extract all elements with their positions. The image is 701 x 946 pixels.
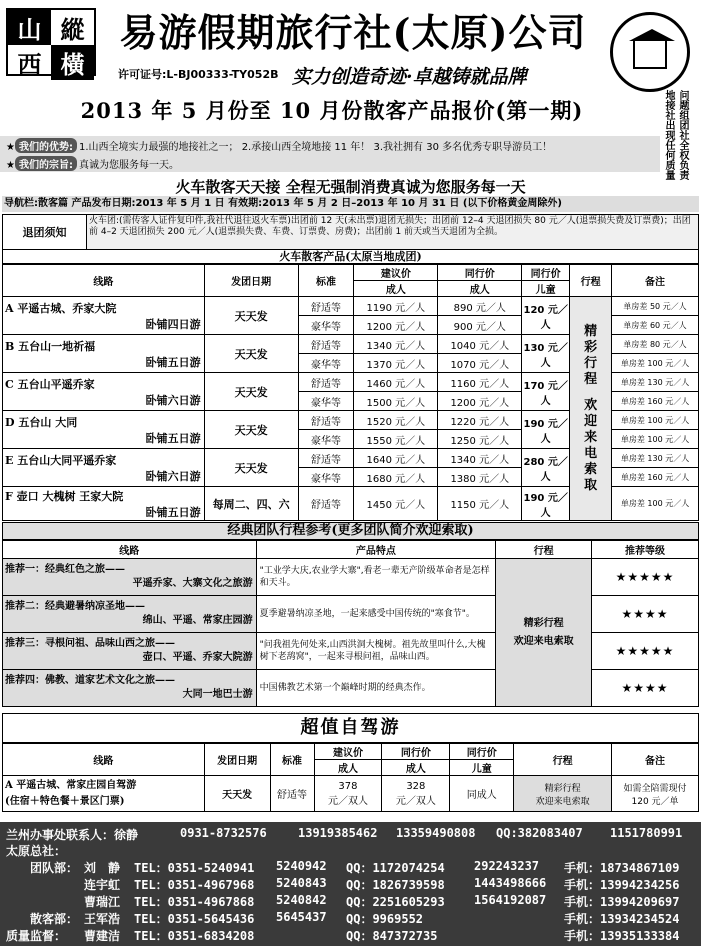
company-name: 易游假期旅行社(太原)公司 xyxy=(119,10,587,55)
refund-text xyxy=(87,215,698,249)
selfdrive-child: 同成人 xyxy=(450,776,514,812)
standard: 舒适等 xyxy=(298,449,354,468)
route xyxy=(3,335,205,373)
price-value: 328 xyxy=(406,780,426,792)
agent-price: 1340 元／人 xyxy=(438,449,522,468)
price-unit: 元／双人 xyxy=(327,795,368,807)
hq-label: 太原总社： xyxy=(6,844,67,858)
navbar-note: (以下价格黄金周除外) xyxy=(462,198,562,209)
route xyxy=(3,670,257,707)
route-line1: D 五台山 大同 xyxy=(5,415,78,429)
standard: 豪华等 xyxy=(298,392,354,411)
route-line1: C 五台山平遥乔家 xyxy=(5,377,95,391)
route xyxy=(3,449,205,487)
route-line2: 卧铺六日游 xyxy=(145,469,201,483)
contact-mob: 手机：13994234256 xyxy=(564,878,680,892)
remark: 单房差 100 元／人 xyxy=(612,411,699,430)
contact-dept: 质量监督： xyxy=(6,929,67,943)
route-line1: 推荐二：经典避暑纳凉圣地—— xyxy=(5,601,145,612)
col-child: 儿童 xyxy=(450,760,514,776)
contact-qq2: 1443498666 xyxy=(474,876,547,890)
route-line2: 绵山、平遥、常家庄园游 xyxy=(142,615,253,626)
standard: 舒适等 xyxy=(298,335,354,354)
col-dates: 发团日期 xyxy=(204,265,298,297)
refund-notice xyxy=(2,214,699,250)
valid-range: 2013 年 5 月 2 日–2013 年 10 月 31 日 xyxy=(262,198,460,209)
tenet-label: 我们的宗旨: xyxy=(15,156,77,171)
contact-tel: TEL：0351-4967868 xyxy=(134,895,255,909)
contact-qq: QQ：9969552 xyxy=(346,912,424,926)
route-line2: (住宿＋特色餐＋景区门票) xyxy=(5,795,125,807)
standard: 舒适等 xyxy=(298,487,354,521)
logo-char: 縱 xyxy=(60,15,85,44)
route-line2: 平遥乔家、大寨文化之旅游 xyxy=(132,578,253,589)
route-line2: 卧铺六日游 xyxy=(145,393,201,407)
route xyxy=(3,487,205,521)
route-line1: A 平遥古城、乔家大院 xyxy=(5,301,117,315)
feature: 夏季避暑纳凉圣地，一起来感受中国传统的"寒食节"。 xyxy=(256,596,496,633)
col-remarks: 备注 xyxy=(612,265,699,297)
seal-icon xyxy=(610,12,690,92)
logo xyxy=(6,8,96,79)
tenet-text: 真诚为您服务每一天。 xyxy=(78,160,179,171)
selfdrive-route xyxy=(3,776,205,812)
departure-dates: 天天发 xyxy=(204,335,298,373)
col-agent-child: 同行价 xyxy=(522,265,570,281)
itinerary-note xyxy=(570,297,612,521)
col-route: 线路 xyxy=(3,744,205,776)
contact-name: 连宇虹 xyxy=(84,878,121,892)
logo-char: 西 xyxy=(17,50,42,79)
contact-name: 曹瑞江 xyxy=(84,895,121,909)
contact-qq: QQ：1826739598 xyxy=(346,878,445,892)
logo-char: 山 xyxy=(8,10,51,45)
navbar-label: 导航栏:散客篇 xyxy=(4,198,68,209)
feature: 中国佛教艺术第一个巅峰时期的经典杰作。 xyxy=(256,670,496,707)
tenet: ★ 我们的宗旨: 真诚为您服务每一天。 xyxy=(6,156,179,171)
note-line: 120 元／单 xyxy=(631,796,679,807)
col-adult: 成人 xyxy=(314,760,382,776)
classic-row xyxy=(3,559,699,596)
refund-text-1: 火车团:(需传客人证件复印件,我社代退往返火车票)出团前 12 天(未出票)退团无损失；出团前 12–4 天退团损失 80 元／人(退票损失费及订票费)； xyxy=(89,216,673,226)
standard: 舒适等 xyxy=(298,411,354,430)
lanzhou-phone: 0931-8732576 xyxy=(180,826,267,840)
rating-stars: ★★★★★ xyxy=(592,559,699,596)
col-agent: 同行价 xyxy=(382,744,450,760)
remark: 单房差 100 元／人 xyxy=(612,430,699,449)
standard: 舒适等 xyxy=(298,373,354,392)
agent-price: 1070 元／人 xyxy=(438,354,522,373)
agent-price: 900 元／人 xyxy=(438,316,522,335)
valid-label: 有效期: xyxy=(228,198,263,209)
col-suggest: 建议价 xyxy=(314,744,382,760)
price-value: 378 xyxy=(338,780,358,792)
agent-price: 1040 元／人 xyxy=(438,335,522,354)
logo-char: 橫 xyxy=(51,45,94,80)
lanzhou-qq: QQ:382083407 xyxy=(496,826,583,840)
col-agent: 同行价 xyxy=(438,265,522,281)
selfdrive-caption: 超值自驾游 xyxy=(2,713,699,743)
selfdrive-table xyxy=(2,743,699,812)
contact-mob: 手机：13934234524 xyxy=(564,912,680,926)
lanzhou-qq: 1151780991 xyxy=(610,826,683,840)
contact-ext: 5240942 xyxy=(276,859,327,873)
itinerary-char: 电 xyxy=(584,445,598,461)
rating-stars: ★★★★★ xyxy=(592,633,699,670)
suggest-price: 1450 元／人 xyxy=(354,487,438,521)
route-line2: 壶口、平遥、乔家大院游 xyxy=(142,652,253,663)
child-price: 170 元／人 xyxy=(522,373,570,411)
contact-mob: 手机：18734867109 xyxy=(564,861,680,875)
remark: 单房差 130 元／人 xyxy=(612,449,699,468)
route-line1: F 壶口 大槐树 王家大院 xyxy=(5,489,124,503)
col-route: 线路 xyxy=(3,265,205,297)
navbar xyxy=(2,196,699,212)
remark: 单房差 60 元／人 xyxy=(612,316,699,335)
itinerary-char: 欢 xyxy=(584,397,598,413)
pub-label: 产品发布日期: xyxy=(71,198,136,209)
standard: 豪华等 xyxy=(298,468,354,487)
col-itinerary: 行程 xyxy=(514,744,612,776)
feature: "工业学大庆,农业学大寨",看老一辈无产阶级革命者是怎样和天斗。 xyxy=(256,559,496,596)
departure-dates: 天天发 xyxy=(204,449,298,487)
route-line1: 推荐四：佛教、道家艺术文化之旅—— xyxy=(5,675,175,686)
route xyxy=(3,297,205,335)
child-price: 190 元／人 xyxy=(522,487,570,521)
advantages: ★ 我们的优势: 1.山西全境实力最强的地接社之一； 2.承接山西全境地接 11 年！ 3.我社拥有 30 多名优秀专职导游员工！ xyxy=(6,138,552,153)
contact-footer xyxy=(0,822,701,946)
route-line2: 大同一地巴士游 xyxy=(182,689,253,700)
agent-price: 1250 元／人 xyxy=(438,430,522,449)
contact-name: 刘 静 xyxy=(84,861,121,875)
route-line2: 卧铺五日游 xyxy=(145,431,201,445)
itinerary-line: 精彩行程 xyxy=(544,783,581,794)
train-caption: 火车散客产品(太原当地成团) xyxy=(2,250,699,264)
child-price: 190 元／人 xyxy=(522,411,570,449)
contact-ext: 5240842 xyxy=(276,893,327,907)
route-line1: 推荐三：寻根问祖、品味山西之旅—— xyxy=(5,638,175,649)
quality-note-line: 地接社出现任何质量 xyxy=(663,90,674,180)
train-table xyxy=(2,264,699,521)
standard: 豪华等 xyxy=(298,354,354,373)
classic-row xyxy=(3,596,699,633)
route xyxy=(3,411,205,449)
itinerary-line: 欢迎来电索取 xyxy=(535,796,590,807)
license-number: 许可证号:L-BJ00333-TY052B xyxy=(118,68,279,81)
train-row xyxy=(3,297,699,316)
contact-qq2: 292243237 xyxy=(474,859,540,873)
itinerary-char: 迎 xyxy=(584,413,598,429)
child-price: 280 元／人 xyxy=(522,449,570,487)
lanzhou-phone: 13919385462 xyxy=(298,826,378,840)
contact-dept: 散客部： xyxy=(30,912,79,926)
contact-qq2: 1564192087 xyxy=(474,893,547,907)
col-feature: 产品特点 xyxy=(256,541,496,559)
rating-stars: ★★★★ xyxy=(592,596,699,633)
contact-tel: TEL：0351-6834208 xyxy=(134,929,255,943)
route-line2: 卧铺四日游 xyxy=(145,317,201,331)
col-child: 儿童 xyxy=(522,281,570,297)
col-remarks: 备注 xyxy=(612,744,699,776)
house-icon xyxy=(633,41,667,69)
route xyxy=(3,633,257,670)
agent-price: 1220 元／人 xyxy=(438,411,522,430)
remark: 单房差 50 元／人 xyxy=(612,297,699,316)
departure-dates: 每周二、四、六 xyxy=(204,487,298,521)
col-dates: 发团日期 xyxy=(204,744,270,776)
contact-ext: 5645437 xyxy=(276,910,327,924)
col-itinerary: 行程 xyxy=(570,265,612,297)
agent-price: 1160 元／人 xyxy=(438,373,522,392)
contact-dept: 团队部： xyxy=(30,861,79,875)
departure-dates: 天天发 xyxy=(204,297,298,335)
route-line1: E 五台山大同平遥乔家 xyxy=(5,453,117,467)
col-adult: 成人 xyxy=(438,281,522,297)
standard: 豪华等 xyxy=(298,316,354,335)
child-price: 120 元／人 xyxy=(522,297,570,335)
standard: 豪华等 xyxy=(298,430,354,449)
col-standard: 标准 xyxy=(270,744,314,776)
suggest-price: 1640 元／人 xyxy=(354,449,438,468)
remark: 单房差 100 元／人 xyxy=(612,354,699,373)
agent-price: 1150 元／人 xyxy=(438,487,522,521)
quality-note-line: 问题组团社全权负责 xyxy=(677,90,688,180)
itinerary-char: 来 xyxy=(584,429,598,445)
contact-qq: QQ：1172074254 xyxy=(346,861,445,875)
contact-mob: 手机：13994209697 xyxy=(564,895,680,909)
col-adult: 成人 xyxy=(382,760,450,776)
suggest-price: 1370 元／人 xyxy=(354,354,438,373)
route xyxy=(3,596,257,633)
contact-qq: QQ：847372735 xyxy=(346,929,438,943)
feature: "问我祖先何处来,山西洪洞大槐树。祖先故里叫什么,大槐树下老鸹窝"，一起来寻根问祖，品味山西。 xyxy=(256,633,496,670)
classic-row xyxy=(3,670,699,707)
advantages-text: 1.山西全境实力最强的地接社之一； 2.承接山西全境地接 11 年！ 3.我社拥有 30 多名优秀专职导游员工！ xyxy=(78,142,553,153)
advantages-label: 我们的优势: xyxy=(15,138,77,153)
suggest-price: 1340 元／人 xyxy=(354,335,438,354)
selfdrive-dates: 天天发 xyxy=(204,776,270,812)
route-line2: 卧铺五日游 xyxy=(145,505,201,519)
route-line1: B 五台山一地祈福 xyxy=(5,339,96,353)
route-line1: 推荐一：经典红色之旅—— xyxy=(5,564,125,575)
refund-text-2: 出团前 4–2 天退团损失 200 元／人(退票损失费、车费、订票费、房费)；出团前 1 前天或当天退团为全损。 xyxy=(89,216,691,237)
remark: 单房差 160 元／人 xyxy=(612,392,699,411)
selfdrive-suggest xyxy=(314,776,382,812)
selfdrive-standard: 舒适等 xyxy=(270,776,314,812)
lanzhou-phone: 13359490808 xyxy=(396,826,476,840)
departure-dates: 天天发 xyxy=(204,411,298,449)
suggest-price: 1190 元／人 xyxy=(354,297,438,316)
remark: 单房差 130 元／人 xyxy=(612,373,699,392)
subtitle: 火车散客天天接 全程无强制消费真诚为您服务每一天 xyxy=(175,178,526,196)
selfdrive-agent xyxy=(382,776,450,812)
itinerary-char: 行 xyxy=(584,355,598,371)
remark: 单房差 100 元／人 xyxy=(612,487,699,521)
classic-row xyxy=(3,633,699,670)
col-adult: 成人 xyxy=(354,281,438,297)
suggest-price: 1550 元／人 xyxy=(354,430,438,449)
itinerary-note: 精彩行程 欢迎来电索取 xyxy=(496,559,592,707)
itinerary-char: 彩 xyxy=(584,339,598,355)
contact-name: 王军浩 xyxy=(84,912,121,926)
col-route: 线路 xyxy=(3,541,257,559)
agent-price: 1200 元／人 xyxy=(438,392,522,411)
selfdrive-note xyxy=(612,776,699,812)
note-line: 如需全陪需现付 xyxy=(623,783,687,794)
contact-mob: 手机：13935133384 xyxy=(564,929,680,943)
page-title: 2013 年 5 月份至 10 月份散客产品报价(第一期) xyxy=(80,98,584,123)
itinerary-char: 程 xyxy=(584,371,598,387)
col-itinerary: 行程 xyxy=(496,541,592,559)
suggest-price: 1460 元／人 xyxy=(354,373,438,392)
agent-price: 1380 元／人 xyxy=(438,468,522,487)
quality-note xyxy=(662,90,698,190)
suggest-price: 1520 元／人 xyxy=(354,411,438,430)
itinerary-char: 索 xyxy=(584,461,598,477)
departure-dates: 天天发 xyxy=(204,373,298,411)
col-standard: 标准 xyxy=(298,265,354,297)
route-line1: A 平遥古城、常家庄园自驾游 xyxy=(5,779,137,791)
remark: 单房差 80 元／人 xyxy=(612,335,699,354)
col-rating: 推荐等级 xyxy=(592,541,699,559)
itinerary-char: 取 xyxy=(584,477,598,493)
suggest-price: 1500 元／人 xyxy=(354,392,438,411)
contact-ext: 5240843 xyxy=(276,876,327,890)
contact-name: 曹建洁 xyxy=(84,929,121,943)
price-unit: 元／双人 xyxy=(395,795,436,807)
rating-stars: ★★★★ xyxy=(592,670,699,707)
refund-label: 退团须知 xyxy=(3,215,87,249)
suggest-price: 1680 元／人 xyxy=(354,468,438,487)
lanzhou-label: 兰州办事处联系人：徐静 xyxy=(6,828,139,842)
remark: 单房差 160 元／人 xyxy=(612,468,699,487)
pub-date: 2013 年 5 月 1 日 xyxy=(135,198,225,209)
contact-qq: QQ：2251605293 xyxy=(346,895,445,909)
route xyxy=(3,559,257,596)
contact-tel: TEL：0351-5240941 xyxy=(134,861,255,875)
col-suggest: 建议价 xyxy=(354,265,438,281)
child-price: 130 元／人 xyxy=(522,335,570,373)
col-agent-child: 同行价 xyxy=(450,744,514,760)
contact-tel: TEL：0351-4967968 xyxy=(134,878,255,892)
agent-price: 890 元／人 xyxy=(438,297,522,316)
classic-table xyxy=(2,540,699,707)
suggest-price: 1200 元／人 xyxy=(354,316,438,335)
standard: 舒适等 xyxy=(298,297,354,316)
itinerary-char: 精 xyxy=(584,323,598,339)
contact-tel: TEL：0351-5645436 xyxy=(134,912,255,926)
selfdrive-itinerary xyxy=(514,776,612,812)
route-line2: 卧铺五日游 xyxy=(145,355,201,369)
slogan: 实力创造奇迹·卓越铸就品牌 xyxy=(292,66,527,88)
classic-caption: 经典团队行程参考(更多团队简介欢迎索取) xyxy=(2,522,699,540)
route xyxy=(3,373,205,411)
